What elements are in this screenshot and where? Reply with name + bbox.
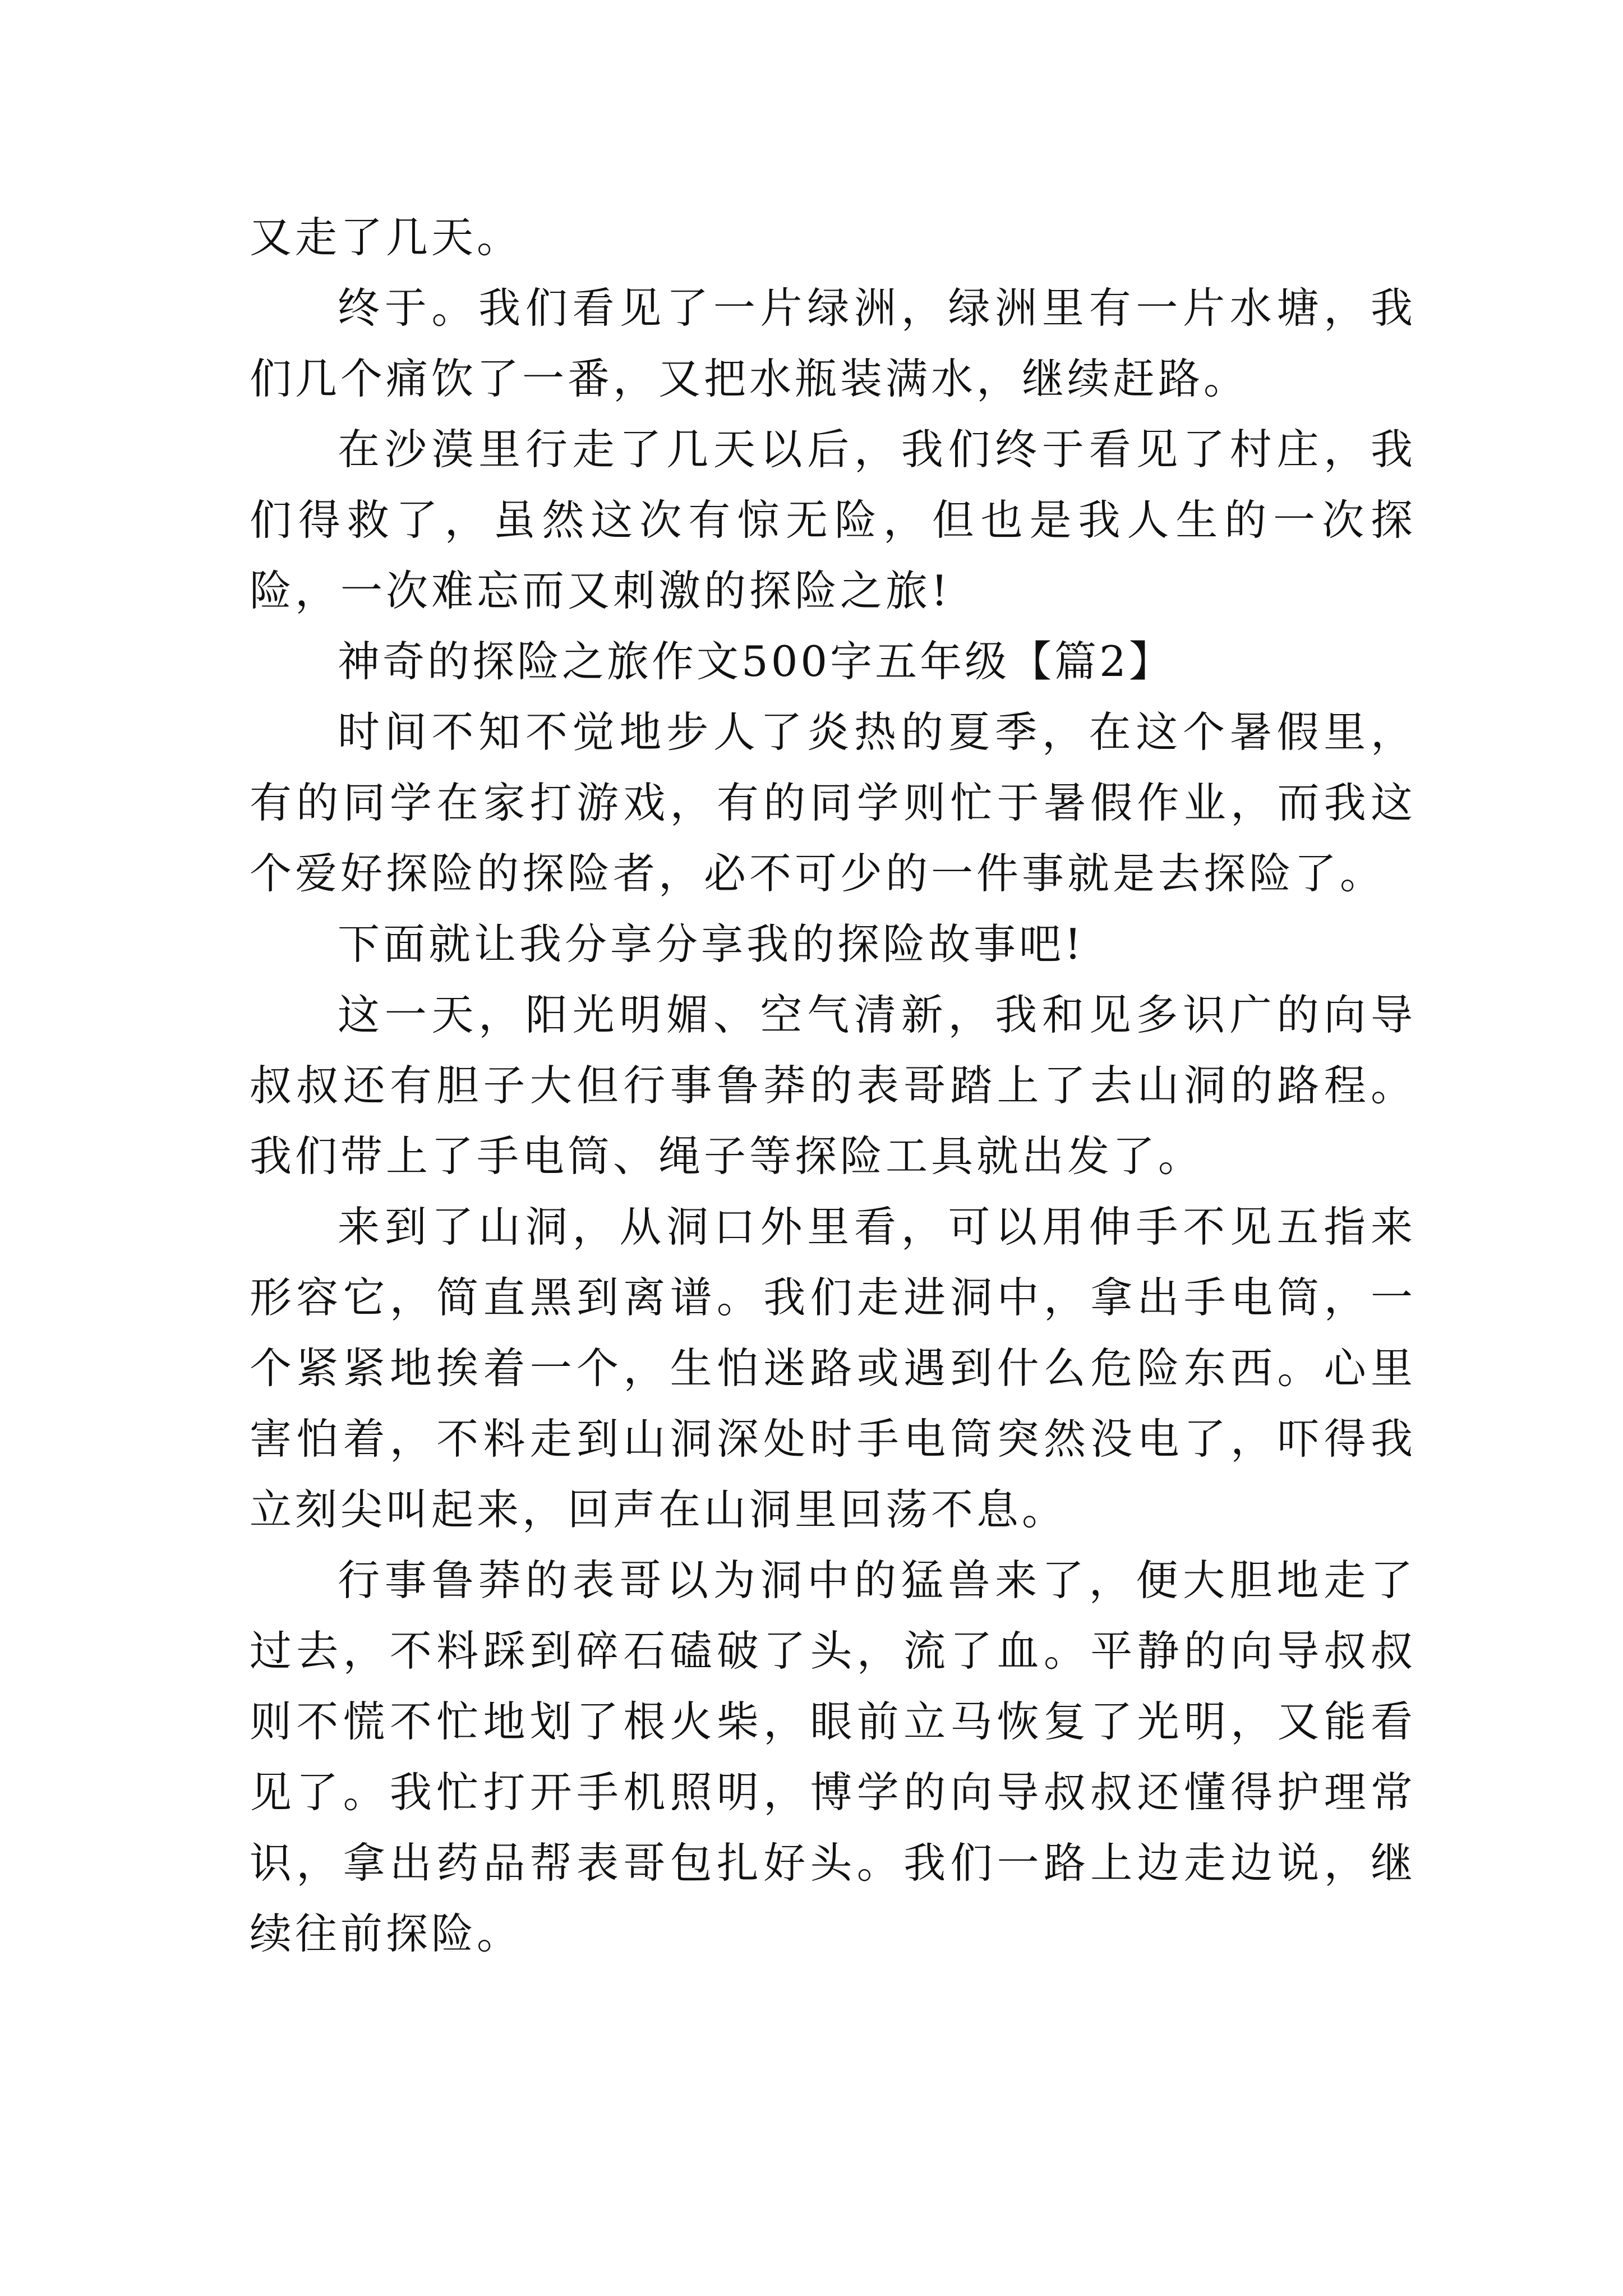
- paragraph-village: 在沙漠里行走了几天以后，我们终于看见了村庄，我们得救了，虽然这次有惊无险，但也是我人生的一次探险，一次难忘而又刺激的探险之旅!: [250, 425, 1416, 615]
- paragraph-summer: 时间不知不觉地步人了炎热的夏季，在这个暑假里，有的同学在家打游戏，有的同学则忙于暑假作业，而我这个爱好探险的探险者，必不可少的一件事就是去探险了。: [250, 707, 1416, 898]
- paragraph-cousin: 行事鲁莽的表哥以为洞中的猛兽来了，便大胆地走了过去，不料踩到碎石磕破了头，流了血。平静的向导叔叔则不慌不忙地划了根火柴，眼前立马恢复了光明，又能看见了。我忙打开手机照明，博学的向导叔叔还懂得护理常识，拿出药品帮表哥包扎好头。我们一路上边走边说，继续往前探险。: [250, 1556, 1416, 1958]
- section-heading: 神奇的探险之旅作文500字五年级【篇2】: [338, 637, 1174, 686]
- paragraph-cave: 来到了山洞，从洞口外里看，可以用伸手不见五指来形容它，简直黑到离谱。我们走进洞中，拿出手电筒，一个紧紧地挨着一个，生怕迷路或遇到什么危险东西。心里害怕着，不料走到山洞深处时手电筒突然没电了，吓得我立刻尖叫起来，回声在山洞里回荡不息。: [250, 1202, 1416, 1534]
- paragraph-oasis: 终于。我们看见了一片绿洲，绿洲里有一片水塘，我们几个痛饮了一番，又把水瓶装满水，继续赶路。: [250, 283, 1416, 403]
- paragraph-set-off: 这一天，阳光明媚、空气清新，我和见多识广的向导叔叔还有胆子大但行事鲁莽的表哥踏上了去山洞的路程。我们带上了手电筒、绳子等探险工具就出发了。: [250, 990, 1416, 1181]
- document-body: [250, 202, 1416, 1969]
- paragraph-continuation: 又走了几天。: [250, 213, 523, 262]
- paragraph-share-story: 下面就让我分享分享我的探险故事吧!: [338, 919, 1085, 969]
